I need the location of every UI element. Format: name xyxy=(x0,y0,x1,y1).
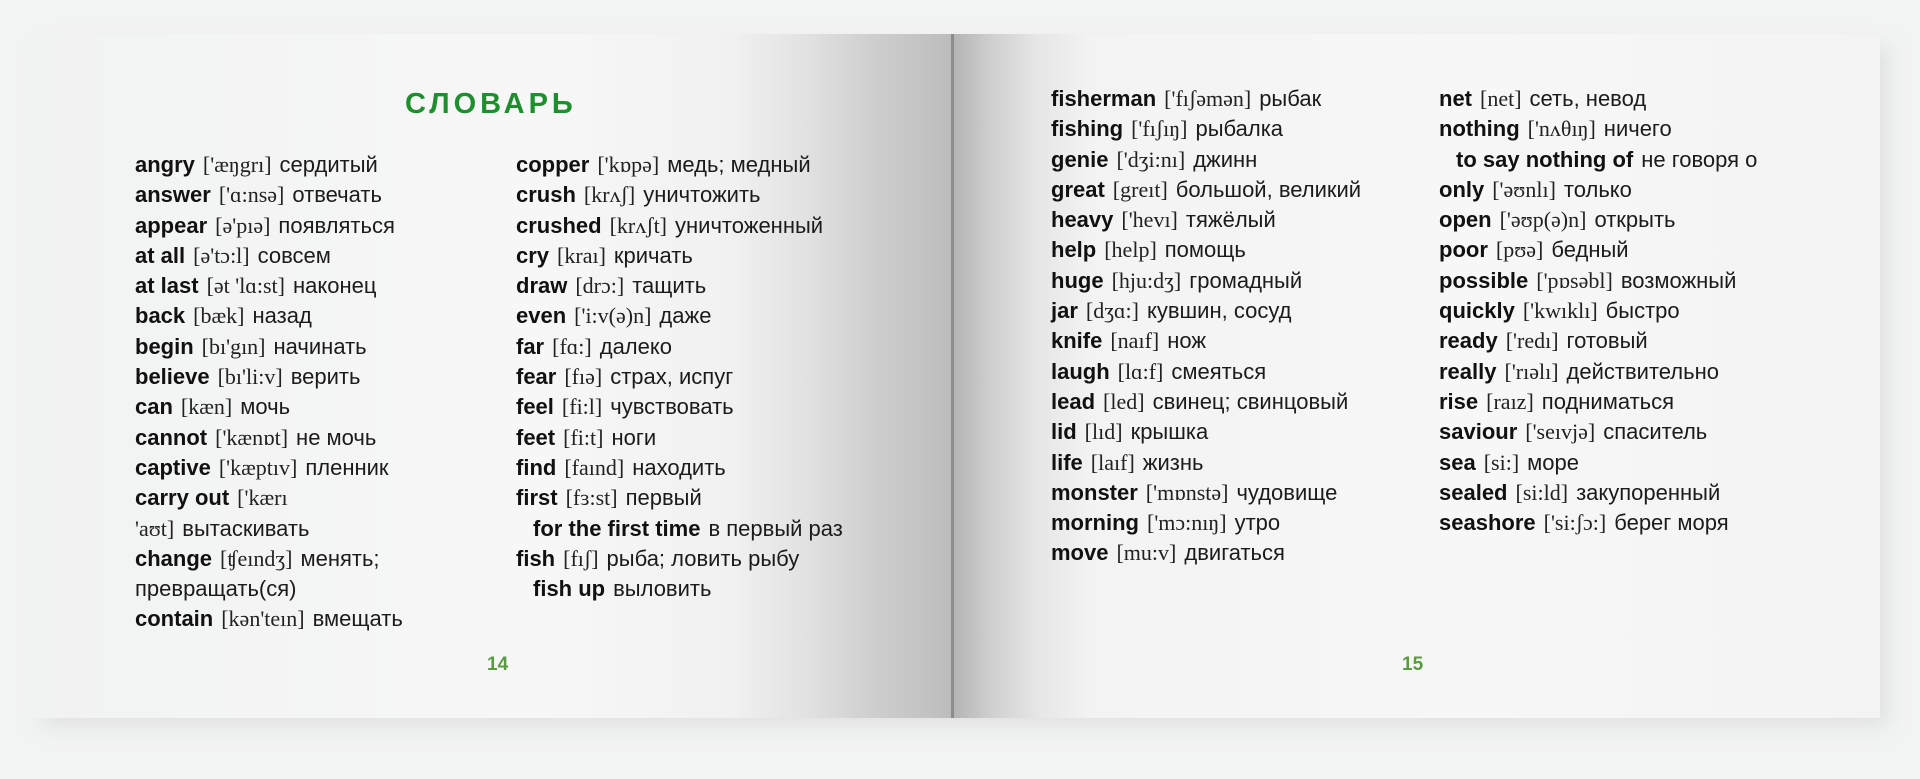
headword: even xyxy=(516,303,567,329)
dictionary-entry xyxy=(1439,84,1777,114)
translation: даже xyxy=(659,303,712,329)
transcription: ['rıəlı] xyxy=(1504,358,1559,384)
translation: подниматься xyxy=(1541,388,1675,414)
headword: change xyxy=(135,545,213,571)
transcription: ['æŋgrı] xyxy=(202,152,272,177)
dictionary-entry xyxy=(516,301,861,331)
headword: believe xyxy=(135,364,210,390)
transcription: ['dʒi:nı] xyxy=(1116,146,1186,172)
dictionary-entry xyxy=(1051,417,1409,447)
headword: at all xyxy=(135,242,186,268)
translation: не говоря о xyxy=(1641,146,1758,172)
dictionary-entry xyxy=(1439,387,1777,417)
headword: contain xyxy=(135,606,214,632)
headword: sealed xyxy=(1439,479,1508,505)
translation: не мочь xyxy=(296,424,377,450)
translation: вмещать xyxy=(312,606,403,632)
headword: poor xyxy=(1439,237,1488,263)
translation: рыбалка xyxy=(1195,116,1284,142)
translation: берег моря xyxy=(1614,510,1729,536)
dictionary-entry xyxy=(1051,235,1409,265)
headword: open xyxy=(1439,207,1492,233)
headword: life xyxy=(1051,449,1083,475)
headword: only xyxy=(1439,176,1485,202)
translation: отвечать xyxy=(292,182,382,208)
headword: can xyxy=(135,394,173,420)
dictionary-entry xyxy=(1051,114,1409,144)
dictionary-entry xyxy=(135,150,457,180)
translation: море xyxy=(1527,449,1580,475)
translation: смеяться xyxy=(1171,358,1267,384)
headword: for the first time xyxy=(533,515,701,541)
dictionary-entry xyxy=(135,453,457,483)
transcription: [net] xyxy=(1480,86,1522,111)
transcription: [krʌʃ] xyxy=(583,182,636,208)
dictionary-entry xyxy=(1439,508,1777,538)
dictionary-entry xyxy=(516,150,861,180)
transcription: [mu:v] xyxy=(1116,540,1177,566)
dictionary-entry xyxy=(135,362,457,392)
dictionary-entry xyxy=(135,180,457,210)
transcription: ['əʊnlı] xyxy=(1492,176,1556,202)
dictionary-entry xyxy=(516,271,861,301)
dictionary-entry xyxy=(1051,326,1409,356)
headword: carry out xyxy=(135,485,230,511)
dictionary-entry xyxy=(135,392,457,422)
translation: далеко xyxy=(599,333,672,359)
dictionary-entry xyxy=(516,180,861,210)
transcription: [kən'teın] xyxy=(221,606,305,632)
transcription: [ə'tɔ:l] xyxy=(193,242,250,268)
dictionary-column-1 xyxy=(135,150,457,635)
dictionary-entry xyxy=(1439,417,1777,447)
transcription: ['seıvjə] xyxy=(1525,419,1596,445)
dictionary-column-4 xyxy=(1439,84,1777,538)
translation: сердитый xyxy=(279,152,378,177)
translation: тяжёлый xyxy=(1185,207,1276,233)
page-title: СЛОВАРЬ xyxy=(405,88,577,120)
dictionary-column-2 xyxy=(516,150,861,604)
transcription: ['mɔ:nıŋ] xyxy=(1147,510,1227,536)
transcription: [ət 'lɑ:st] xyxy=(206,273,285,299)
headword: crush xyxy=(516,182,576,208)
dictionary-entry xyxy=(135,241,457,271)
translation: менять; превращать(ся) xyxy=(135,545,380,602)
dictionary-entry xyxy=(1051,266,1409,296)
transcription: [drɔ:] xyxy=(575,273,625,299)
dictionary-entry xyxy=(1439,296,1777,326)
dictionary-entry xyxy=(1051,296,1409,326)
translation: рыба; ловить рыбу xyxy=(606,545,800,571)
headword: fisherman xyxy=(1051,86,1157,111)
transcription: ['hevı] xyxy=(1121,207,1178,233)
translation: нож xyxy=(1167,328,1207,354)
translation: выловить xyxy=(613,576,712,602)
transcription: [fıʃ] xyxy=(563,545,599,571)
dictionary-entry xyxy=(516,423,861,453)
dictionary-subentry xyxy=(516,574,861,604)
translation: страх, испуг xyxy=(610,364,734,390)
transcription: [ʧeındʒ] xyxy=(220,545,293,571)
dictionary-entry xyxy=(1051,145,1409,175)
translation: открыть xyxy=(1594,207,1676,233)
headword: answer xyxy=(135,182,211,208)
transcription: [laıf] xyxy=(1090,449,1135,475)
headword: draw xyxy=(516,273,568,299)
transcription: [kraı] xyxy=(557,242,606,268)
headword: huge xyxy=(1051,267,1104,293)
transcription: [dʒɑ:] xyxy=(1085,298,1139,324)
transcription: ['fıʃəmən] xyxy=(1164,86,1252,111)
translation: вытаскивать xyxy=(182,515,310,541)
dictionary-entry xyxy=(1439,357,1777,387)
headword: really xyxy=(1439,358,1497,384)
page-number-left: 14 xyxy=(487,654,509,675)
translation: рыбак xyxy=(1259,86,1322,111)
transcription: [lıd] xyxy=(1084,419,1123,445)
translation: пленник xyxy=(305,454,389,480)
headword: nothing xyxy=(1439,116,1520,142)
headword: sea xyxy=(1439,449,1476,475)
dictionary-entry xyxy=(1051,508,1409,538)
transcription: ['nʌθıŋ] xyxy=(1527,116,1596,142)
dictionary-entry xyxy=(1439,114,1777,144)
headword: cry xyxy=(516,242,550,268)
transcription: [bæk] xyxy=(193,303,245,329)
dictionary-entry xyxy=(1051,387,1409,417)
headword: copper xyxy=(516,152,590,177)
headword: laugh xyxy=(1051,358,1110,384)
headword: feel xyxy=(516,394,554,420)
headword: monster xyxy=(1051,479,1138,505)
translation: утро xyxy=(1234,510,1281,536)
transcription: ['si:ʃɔ:] xyxy=(1543,510,1607,536)
transcription: ['kænɒt] xyxy=(215,424,289,450)
headword: great xyxy=(1051,176,1105,202)
headword: at last xyxy=(135,273,199,299)
headword: find xyxy=(516,454,557,480)
transcription: [raız] xyxy=(1486,388,1534,414)
transcription: ['i:v(ə)n] xyxy=(574,303,652,329)
translation: джинн xyxy=(1193,146,1258,172)
headword: to say nothing of xyxy=(1456,146,1634,172)
translation: мочь xyxy=(240,394,291,420)
headword: net xyxy=(1439,86,1472,111)
translation: наконец xyxy=(293,273,377,299)
transcription: ['kærı 'aʊt] xyxy=(135,485,288,541)
translation: жизнь xyxy=(1142,449,1204,475)
translation: только xyxy=(1563,176,1632,202)
translation: спаситель xyxy=(1603,419,1708,445)
translation: свинец; свинцовый xyxy=(1152,388,1349,414)
headword: quickly xyxy=(1439,298,1515,324)
translation: находить xyxy=(632,454,726,480)
dictionary-column-3 xyxy=(1051,84,1409,569)
translation: закупоренный xyxy=(1576,479,1721,505)
headword: knife xyxy=(1051,328,1103,354)
dictionary-entry xyxy=(516,453,861,483)
dictionary-entry xyxy=(516,211,861,241)
translation: совсем xyxy=(257,242,331,268)
dictionary-entry xyxy=(1051,538,1409,568)
headword: jar xyxy=(1051,298,1078,324)
headword: crushed xyxy=(516,212,602,238)
transcription: ['mɒnstə] xyxy=(1145,479,1229,505)
transcription: [naıf] xyxy=(1110,328,1160,354)
transcription: [fıə] xyxy=(564,364,603,390)
translation: в первый раз xyxy=(708,515,843,541)
headword: far xyxy=(516,333,545,359)
headword: lid xyxy=(1051,419,1077,445)
dictionary-subentry xyxy=(1439,145,1777,175)
transcription: [kæn] xyxy=(180,394,233,420)
translation: помощь xyxy=(1164,237,1246,263)
headword: feet xyxy=(516,424,556,450)
translation: крышка xyxy=(1130,419,1209,445)
transcription: ['redı] xyxy=(1505,328,1559,354)
dictionary-entry xyxy=(135,332,457,362)
transcription: [faınd] xyxy=(564,454,625,480)
transcription: [si:] xyxy=(1483,449,1520,475)
dictionary-entry xyxy=(1439,205,1777,235)
dictionary-entry xyxy=(1051,357,1409,387)
headword: captive xyxy=(135,454,211,480)
translation: верить xyxy=(290,364,361,390)
translation: готовый xyxy=(1566,328,1648,354)
headword: fish up xyxy=(533,576,606,602)
dictionary-entry xyxy=(516,241,861,271)
dictionary-entry xyxy=(516,483,861,513)
headword: angry xyxy=(135,152,195,177)
transcription: [fi:l] xyxy=(561,394,603,420)
translation: сеть, невод xyxy=(1529,86,1647,111)
headword: lead xyxy=(1051,388,1096,414)
transcription: [greıt] xyxy=(1112,176,1168,202)
translation: бедный xyxy=(1551,237,1629,263)
headword: move xyxy=(1051,540,1109,566)
dictionary-entry xyxy=(516,332,861,362)
translation: первый xyxy=(625,485,702,511)
dictionary-subentry xyxy=(516,514,861,544)
transcription: ['ɑ:nsə] xyxy=(218,182,285,208)
transcription: [led] xyxy=(1103,388,1145,414)
translation: уничтоженный xyxy=(675,212,824,238)
transcription: [fɜ:st] xyxy=(565,485,618,511)
translation: большой, великий xyxy=(1175,176,1362,202)
translation: начинать xyxy=(273,333,367,359)
dictionary-entry xyxy=(516,362,861,392)
transcription: [pʊə] xyxy=(1495,237,1544,263)
headword: fish xyxy=(516,545,556,571)
headword: fear xyxy=(516,364,557,390)
dictionary-entry xyxy=(1439,326,1777,356)
transcription: ['fıʃıŋ] xyxy=(1131,116,1188,142)
translation: возможный xyxy=(1620,267,1737,293)
headword: back xyxy=(135,303,186,329)
transcription: ['pɒsəbl] xyxy=(1536,267,1613,293)
headword: rise xyxy=(1439,388,1479,414)
dictionary-entry xyxy=(1051,448,1409,478)
headword: morning xyxy=(1051,510,1139,536)
translation: громадный xyxy=(1189,267,1303,293)
headword: help xyxy=(1051,237,1097,263)
translation: появляться xyxy=(278,212,395,238)
dictionary-entry xyxy=(1051,205,1409,235)
headword: cannot xyxy=(135,424,208,450)
dictionary-entry xyxy=(135,271,457,301)
translation: ноги xyxy=(611,424,657,450)
transcription: [ə'pıə] xyxy=(215,212,271,238)
headword: possible xyxy=(1439,267,1529,293)
dictionary-entry xyxy=(135,211,457,241)
dictionary-entry xyxy=(1439,478,1777,508)
dictionary-entry xyxy=(516,392,861,422)
dictionary-entry xyxy=(1051,175,1409,205)
translation: чувствовать xyxy=(610,394,734,420)
translation: быстро xyxy=(1605,298,1680,324)
transcription: [lɑ:f] xyxy=(1117,358,1164,384)
dictionary-entry xyxy=(1439,448,1777,478)
transcription: ['kwıklı] xyxy=(1522,298,1598,324)
dictionary-entry xyxy=(1439,235,1777,265)
dictionary-entry xyxy=(1439,175,1777,205)
translation: уничтожить xyxy=(643,182,761,208)
dictionary-entry xyxy=(135,423,457,453)
translation: ничего xyxy=(1603,116,1672,142)
transcription: [fi:t] xyxy=(563,424,604,450)
transcription: ['kæptıv] xyxy=(218,454,298,480)
transcription: [hju:dʒ] xyxy=(1111,267,1182,293)
translation: действительно xyxy=(1566,358,1719,384)
headword: begin xyxy=(135,333,194,359)
transcription: ['kɒpə] xyxy=(597,152,660,177)
dictionary-entry xyxy=(135,301,457,331)
dictionary-entry xyxy=(1051,478,1409,508)
translation: двигаться xyxy=(1184,540,1285,566)
headword: heavy xyxy=(1051,207,1114,233)
transcription: [krʌʃt] xyxy=(609,212,668,238)
page-number-right: 15 xyxy=(1402,654,1424,675)
headword: genie xyxy=(1051,146,1109,172)
dictionary-entry xyxy=(135,483,457,544)
transcription: [bı'li:v] xyxy=(217,364,283,390)
transcription: ['əʊp(ə)n] xyxy=(1499,207,1587,233)
translation: медь; медный xyxy=(667,152,811,177)
headword: first xyxy=(516,485,558,511)
transcription: [bı'gın] xyxy=(201,333,266,359)
headword: seashore xyxy=(1439,510,1536,536)
dictionary-entry xyxy=(135,604,457,634)
dictionary-entry xyxy=(516,544,861,574)
book-spine xyxy=(951,34,954,718)
translation: тащить xyxy=(632,273,707,299)
transcription: [help] xyxy=(1104,237,1157,263)
transcription: [fɑ:] xyxy=(552,333,592,359)
translation: кувшин, сосуд xyxy=(1146,298,1292,324)
dictionary-entry xyxy=(1051,84,1409,114)
translation: кричать xyxy=(613,242,693,268)
headword: fishing xyxy=(1051,116,1124,142)
translation: чудовище xyxy=(1236,479,1338,505)
transcription: [si:ld] xyxy=(1515,479,1569,505)
translation: назад xyxy=(252,303,312,329)
dictionary-entry xyxy=(1439,266,1777,296)
headword: ready xyxy=(1439,328,1498,354)
headword: appear xyxy=(135,212,208,238)
dictionary-entry xyxy=(135,544,457,605)
headword: saviour xyxy=(1439,419,1518,445)
